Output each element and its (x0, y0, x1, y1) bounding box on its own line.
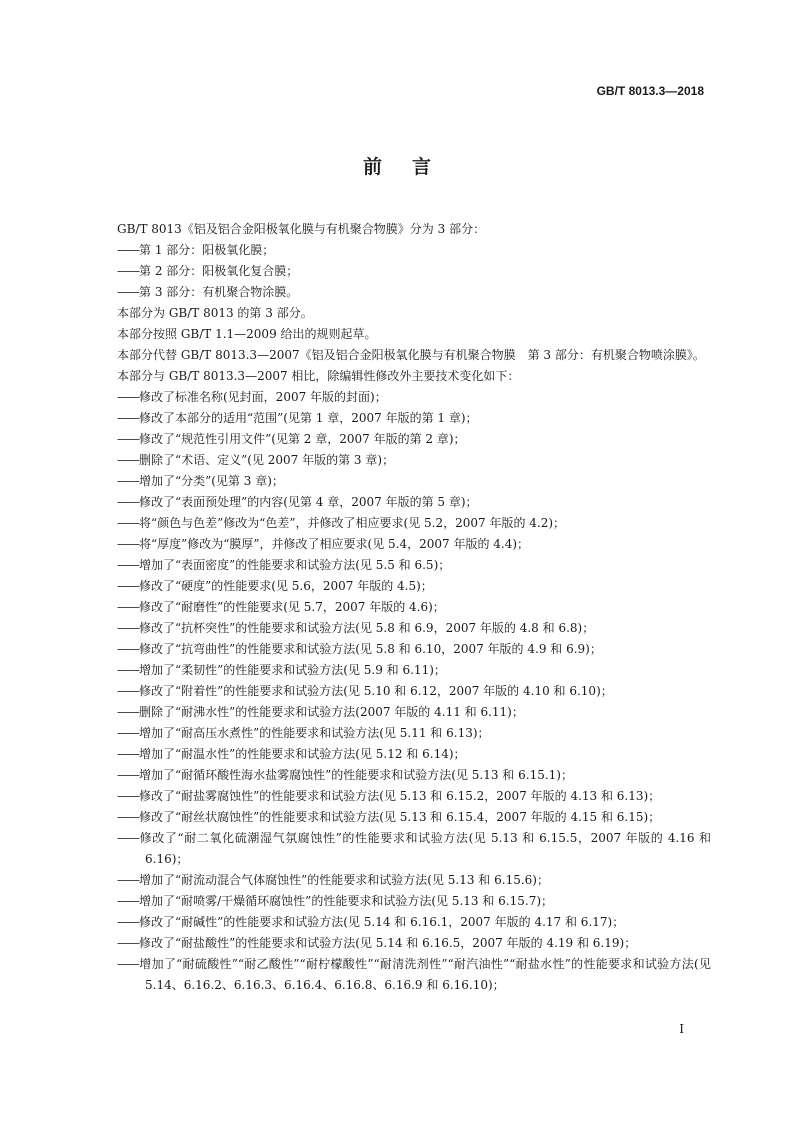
document-id: GB/T 8013.3—2018 (596, 84, 704, 98)
list-item: ——修改了“耐碱性”的性能要求和试验方法(见 5.14 和 6.16.1，2007 年版的 4.17 和 6.17)； (117, 915, 625, 929)
statement-paragraph: 本部分与 GB/T 8013.3—2007 相比，除编辑性修改外主要技术变化如下： (117, 369, 520, 383)
list-item: ——将“颜色与色差”修改为“色差”，并修改了相应要求(见 5.2，2007 年版的 4.2)； (117, 516, 566, 530)
statement-paragraph: 本部分为 GB/T 8013 的第 3 部分。 (117, 306, 313, 320)
list-item: ——修改了“耐盐雾腐蚀性”的性能要求和试验方法(见 5.13 和 6.15.2，2007 年版的 4.13 和 6.13)； (117, 789, 661, 803)
list-item: ——修改了本部分的适用“范围”(见第 1 章，2007 年版的第 1 章)； (117, 411, 478, 425)
list-item: ——修改了“表面预处理”的内容(见第 4 章，2007 年版的第 5 章)； (117, 495, 478, 509)
list-item: ——修改了“耐盐酸性”的性能要求和试验方法(见 5.14 和 6.16.5，2007 年版的 4.19 和 6.19)； (117, 936, 637, 950)
list-item: ——将“厚度”修改为“膜厚”，并修改了相应要求(见 5.4，2007 年版的 4.4)； (117, 537, 530, 551)
list-item: ——第 3 部分：有机聚合物涂膜。 (117, 285, 299, 299)
list-item: ——增加了“耐温水性”的性能要求和试验方法(见 5.12 和 6.14)； (117, 747, 466, 761)
page-title: 前言 (362, 156, 461, 178)
list-item: ——增加了“耐硫酸性”“耐乙酸性”“耐柠檬酸性”“耐清洗剂性”“耐汽油性”“耐盐水性”的性能要求和试验方法(见 5.14、6.16.2、6.16.3、6.16.4、6.16.8、6.16.9 和 6.16.10)； (117, 957, 711, 992)
page-number: I (679, 1022, 684, 1036)
list-item: ——修改了“硬度”的性能要求(见 5.6，2007 年版的 4.5)； (117, 579, 433, 593)
list-item: ——增加了“耐高压水煮性”的性能要求和试验方法(见 5.11 和 6.13)； (117, 726, 490, 740)
list-item: ——修改了“抗弯曲性”的性能要求和试验方法(见 5.8 和 6.10，2007 年版的 4.9 和 6.9)； (117, 642, 602, 656)
list-item: ——删除了“术语、定义”(见 2007 年版的第 3 章)； (117, 453, 395, 467)
list-item: ——修改了“附着性”的性能要求和试验方法(见 5.10 和 6.12，2007 年版的 4.10 和 6.10)； (117, 684, 613, 698)
list-item: ——增加了“耐流动混合气体腐蚀性”的性能要求和试验方法(见 5.13 和 6.15.6)； (117, 873, 549, 887)
list-item: ——增加了“耐循环酸性海水盐雾腐蚀性”的性能要求和试验方法(见 5.13 和 6.15.1)； (117, 768, 573, 782)
list-item: ——第 1 部分：阳极氧化膜； (117, 243, 275, 257)
list-item: ——修改了“规范性引用文件”(见第 2 章，2007 年版的第 2 章)； (117, 432, 466, 446)
list-item: ——删除了“耐沸水性”的性能要求和试验方法(2007 年版的 4.11 和 6.11)； (117, 705, 524, 719)
intro-paragraph: GB/T 8013《铝及铝合金阳极氧化膜与有机聚合物膜》分为 3 部分： (117, 222, 486, 236)
list-item: ——修改了“耐二氧化硫潮湿气氛腐蚀性”的性能要求和试验方法(见 5.13 和 6.15.5，2007 年版的 4.16 和 6.16)； (117, 831, 711, 866)
list-item: ——修改了“抗杯突性”的性能要求和试验方法(见 5.8 和 6.9，2007 年版的 4.8 和 6.8)； (117, 621, 595, 635)
list-item: ——增加了“柔韧性”的性能要求和试验方法(见 5.9 和 6.11)； (117, 663, 446, 677)
list-item: ——修改了标准名称(见封面，2007 年版的封面)； (117, 390, 387, 404)
list-item: ——修改了“耐磨性”的性能要求(见 5.7，2007 年版的 4.6)； (117, 600, 445, 614)
list-item: ——第 2 部分：阳极氧化复合膜； (117, 264, 299, 278)
statement-paragraph: 本部分按照 GB/T 1.1—2009 给出的规则起草。 (117, 327, 377, 341)
statement-paragraph: 本部分代替 GB/T 8013.3—2007《铝及铝合金阳极氧化膜与有机聚合物膜 第 3 部分：有机聚合物喷涂膜》。 (117, 348, 705, 362)
foreword-body (117, 219, 711, 996)
list-item: ——增加了“表面密度”的性能要求和试验方法(见 5.5 和 6.5)； (117, 558, 451, 572)
list-item: ——增加了“分类”(见第 3 章)； (117, 474, 284, 488)
list-item: ——修改了“耐丝状腐蚀性”的性能要求和试验方法(见 5.13 和 6.15.4，2007 年版的 4.15 和 6.15)； (117, 810, 661, 824)
list-item: ——增加了“耐喷雾/干燥循环腐蚀性”的性能要求和试验方法(见 5.13 和 6.15.7)； (117, 894, 554, 908)
changes-list (117, 387, 711, 996)
